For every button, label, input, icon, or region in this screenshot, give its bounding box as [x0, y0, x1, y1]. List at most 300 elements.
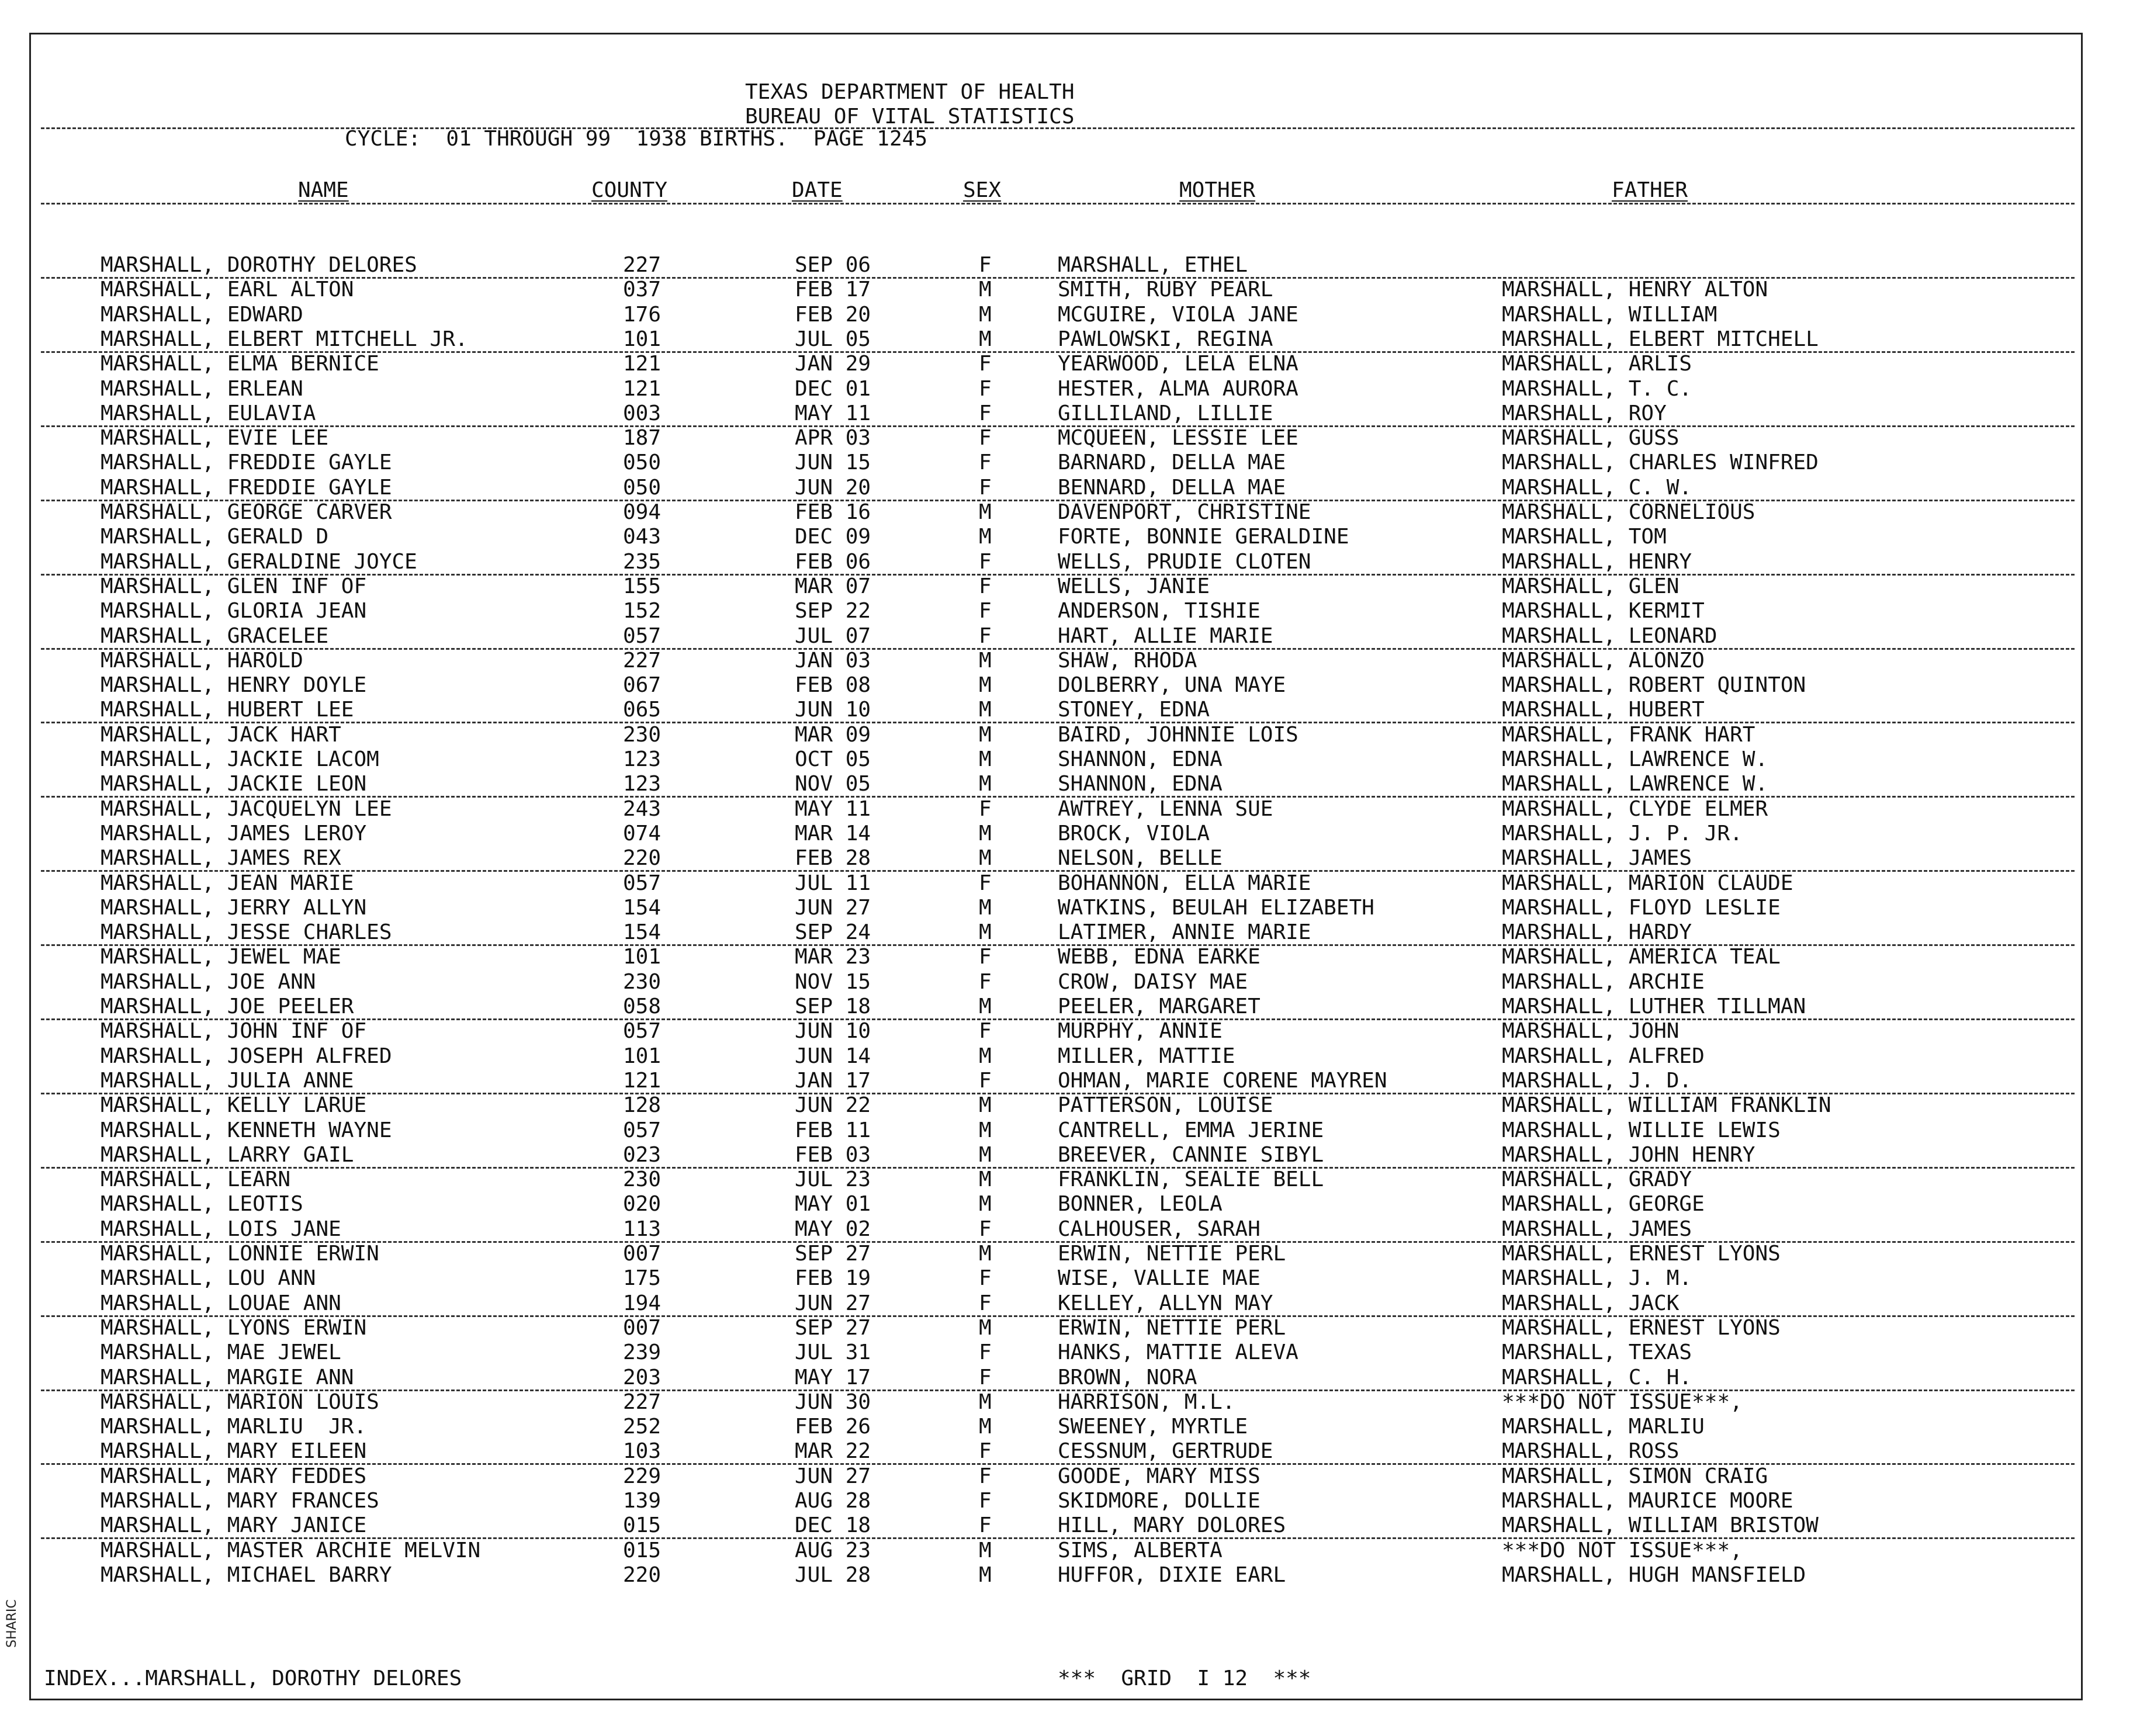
cell-father: MARSHALL, HUGH MANSFIELD [1502, 1562, 1806, 1587]
cell-father: MARSHALL, HENRY ALTON [1502, 278, 1768, 302]
cell-county: 123 [623, 747, 662, 771]
cell-mother: BAIRD, JOHNNIE LOIS [1058, 722, 1298, 747]
cell-name: MARSHALL, ELBERT MITCHELL JR. [101, 327, 468, 351]
table-row [0, 1315, 2140, 1342]
cell-mother: GILLILAND, LILLIE [1058, 401, 1273, 425]
cell-name: MARSHALL, GLORIA JEAN [101, 599, 367, 623]
cell-mother: OHMAN, MARIE CORENE MAYREN [1058, 1068, 1387, 1093]
cell-sex: F [979, 969, 992, 994]
cell-date: JUN 10 [795, 698, 871, 722]
cell-name: MARSHALL, JACQUELYN LEE [101, 796, 392, 821]
cell-county: 065 [623, 698, 662, 722]
cell-county: 230 [623, 722, 662, 747]
cell-mother: CANTRELL, EMMA JERINE [1058, 1118, 1324, 1142]
table-row [0, 1095, 2140, 1120]
cell-father: MARSHALL, KERMIT [1502, 599, 1705, 623]
cell-name: MARSHALL, EVIE LEE [101, 426, 329, 451]
cell-county: 121 [623, 1068, 662, 1093]
cell-father: MARSHALL, J. P. JR. [1502, 821, 1743, 846]
table-row [0, 1021, 2140, 1045]
cell-sex: F [979, 574, 992, 598]
cell-county: 057 [623, 871, 662, 895]
cell-name: MARSHALL, LONNIE ERWIN [101, 1242, 379, 1266]
cell-sex: M [979, 821, 992, 846]
cell-name: MARSHALL, LARRY GAIL [101, 1142, 354, 1167]
cell-county: 003 [623, 401, 662, 425]
footer-index: INDEX...MARSHALL, DOROTHY DELORES [44, 1666, 462, 1690]
cell-sex: M [979, 1415, 992, 1439]
cell-county: 230 [623, 1167, 662, 1192]
cell-date: JUN 27 [795, 895, 871, 920]
cell-father: MARSHALL, ALONZO [1502, 648, 1705, 673]
cell-father: MARSHALL, LEONARD [1502, 623, 1717, 648]
cell-sex: F [979, 426, 992, 451]
column-header-name: NAME [298, 178, 349, 202]
cell-county: 227 [623, 1390, 662, 1414]
cell-name: MARSHALL, MASTER ARCHIE MELVIN [101, 1538, 481, 1562]
cell-sex: F [979, 1365, 992, 1390]
cell-name: MARSHALL, GLEN INF OF [101, 574, 367, 598]
cell-name: MARSHALL, JACKIE LACOM [101, 747, 379, 771]
cell-name: MARSHALL, GERALD D [101, 525, 329, 549]
cell-sex: M [979, 673, 992, 698]
cell-sex: M [979, 1118, 992, 1142]
table-row [0, 947, 2140, 971]
cell-mother: WATKINS, BEULAH ELIZABETH [1058, 895, 1374, 920]
cell-county: 067 [623, 673, 662, 698]
cell-mother: DOLBERRY, UNA MAYE [1058, 673, 1286, 698]
cell-father: MARSHALL, C. W. [1502, 475, 1692, 500]
cell-name: MARSHALL, GERALDINE JOYCE [101, 549, 417, 574]
cell-sex: M [979, 747, 992, 771]
cell-date: DEC 09 [795, 525, 871, 549]
table-row [0, 502, 2140, 526]
cell-mother: SWEENEY, MYRTLE [1058, 1415, 1248, 1439]
cell-date: MAR 07 [795, 574, 871, 598]
cell-sex: F [979, 1464, 992, 1488]
cell-mother: BOHANNON, ELLA MARIE [1058, 871, 1311, 895]
cell-name: MARSHALL, LYONS ERWIN [101, 1315, 367, 1340]
cell-sex: M [979, 302, 992, 327]
cell-sex: M [979, 278, 992, 302]
table-row [0, 895, 2140, 922]
table-row [0, 1243, 2140, 1268]
cell-county: 121 [623, 352, 662, 376]
table-row [0, 1046, 2140, 1070]
cell-father: MARSHALL, FRANK HART [1502, 722, 1755, 747]
table-row [0, 1441, 2140, 1465]
cell-name: MARSHALL, ERLEAN [101, 376, 303, 401]
cell-name: MARSHALL, JAMES LEROY [101, 821, 367, 846]
cell-sex: F [979, 1019, 992, 1044]
cell-sex: M [979, 1538, 992, 1562]
cell-mother: PATTERSON, LOUISE [1058, 1093, 1273, 1118]
cell-mother: WELLS, PRUDIE CLOTEN [1058, 549, 1311, 574]
cell-father: MARSHALL, J. M. [1502, 1266, 1692, 1291]
cell-county: 101 [623, 327, 662, 351]
cell-father: MARSHALL, ROSS [1502, 1439, 1680, 1464]
cell-sex: M [979, 895, 992, 920]
cell-mother: HESTER, ALMA AURORA [1058, 376, 1298, 401]
cell-mother: NELSON, BELLE [1058, 846, 1223, 871]
cell-county: 220 [623, 1562, 662, 1587]
cell-date: FEB 16 [795, 500, 871, 524]
cell-mother: GOODE, MARY MISS [1058, 1464, 1261, 1488]
cell-mother: MILLER, MATTIE [1058, 1044, 1235, 1068]
table-row [0, 675, 2140, 699]
cell-mother: BENNARD, DELLA MAE [1058, 475, 1286, 500]
cell-county: 175 [623, 1266, 662, 1291]
cell-county: 015 [623, 1513, 662, 1538]
cell-county: 057 [623, 1019, 662, 1044]
cell-father: MARSHALL, WILLIE LEWIS [1502, 1118, 1781, 1142]
table-row [0, 623, 2140, 650]
cell-mother: PAWLOWSKI, REGINA [1058, 327, 1273, 351]
table-row [0, 376, 2140, 403]
cell-mother: CALHOUSER, SARAH [1058, 1217, 1261, 1241]
cell-name: MARSHALL, JEWEL MAE [101, 945, 341, 969]
table-row [0, 1293, 2140, 1318]
cell-county: 113 [623, 1217, 662, 1241]
cell-date: MAY 17 [795, 1365, 871, 1390]
cell-name: MARSHALL, JOE ANN [101, 969, 316, 994]
cell-mother: DAVENPORT, CHRISTINE [1058, 500, 1311, 524]
cell-county: 121 [623, 376, 662, 401]
cell-sex: F [979, 1489, 992, 1513]
cell-father: MARSHALL, ROY [1502, 401, 1667, 425]
cell-mother: HILL, MARY DOLORES [1058, 1513, 1286, 1538]
cell-father: MARSHALL, HARDY [1502, 920, 1692, 945]
cell-father: MARSHALL, ALFRED [1502, 1044, 1705, 1068]
cell-date: SEP 27 [795, 1315, 871, 1340]
cell-county: 155 [623, 574, 662, 598]
cell-sex: F [979, 451, 992, 475]
cell-county: 057 [623, 623, 662, 648]
cell-father: MARSHALL, HUBERT [1502, 698, 1705, 722]
cell-mother: AWTREY, LENNA SUE [1058, 796, 1273, 821]
cell-sex: F [979, 401, 992, 425]
table-row [0, 650, 2140, 675]
cell-name: MARSHALL, MARY JANICE [101, 1513, 367, 1538]
table-row [0, 601, 2140, 625]
cell-date: SEP 24 [795, 920, 871, 945]
cell-county: 020 [623, 1192, 662, 1217]
cell-date: JUN 22 [795, 1093, 871, 1118]
cell-sex: M [979, 1167, 992, 1192]
cell-father: MARSHALL, C. H. [1502, 1365, 1692, 1390]
cell-name: MARSHALL, MARGIE ANN [101, 1365, 354, 1390]
cell-county: 037 [623, 278, 662, 302]
cell-father: MARSHALL, ROBERT QUINTON [1502, 673, 1806, 698]
cell-father: MARSHALL, JOHN HENRY [1502, 1142, 1755, 1167]
cell-name: MARSHALL, JULIA ANNE [101, 1068, 354, 1093]
cell-date: FEB 26 [795, 1415, 871, 1439]
cell-county: 176 [623, 302, 662, 327]
table-row [0, 699, 2140, 724]
cell-date: AUG 28 [795, 1489, 871, 1513]
table-row [0, 873, 2140, 898]
cell-name: MARSHALL, FREDDIE GAYLE [101, 451, 392, 475]
cell-name: MARSHALL, LOIS JANE [101, 1217, 341, 1241]
cell-date: JAN 29 [795, 352, 871, 376]
table-row [0, 722, 2140, 749]
cell-mother: BONNER, LEOLA [1058, 1192, 1223, 1217]
cell-sex: F [979, 623, 992, 648]
table-row [0, 304, 2140, 329]
cell-father: ***DO NOT ISSUE***, [1502, 1538, 1743, 1562]
cell-date: JUL 31 [795, 1340, 871, 1365]
cell-name: MARSHALL, GRACELEE [101, 623, 329, 648]
cell-father: MARSHALL, MARLIU [1502, 1415, 1705, 1439]
cell-sex: F [979, 1217, 992, 1241]
table-row [0, 969, 2140, 996]
cell-date: FEB 11 [795, 1118, 871, 1142]
cell-father: MARSHALL, ARLIS [1502, 352, 1692, 376]
table-row [0, 549, 2140, 576]
cell-date: OCT 05 [795, 747, 871, 771]
cell-county: 043 [623, 525, 662, 549]
cell-name: MARSHALL, LEARN [101, 1167, 291, 1192]
cell-date: JUN 27 [795, 1291, 871, 1315]
cell-county: 128 [623, 1093, 662, 1118]
cell-date: NOV 15 [795, 969, 871, 994]
cell-father: MARSHALL, J. D. [1502, 1068, 1692, 1093]
cell-mother: BROCK, VIOLA [1058, 821, 1210, 846]
report-cycle: CYCLE: 01 THROUGH 99 1938 BIRTHS. PAGE 1245 [345, 127, 927, 151]
cell-name: MARSHALL, HUBERT LEE [101, 698, 354, 722]
cell-county: 187 [623, 426, 662, 451]
cell-father: MARSHALL, CLYDE ELMER [1502, 796, 1768, 821]
cell-father: MARSHALL, GLEN [1502, 574, 1680, 598]
cell-name: MARSHALL, MARY FRANCES [101, 1489, 379, 1513]
cell-sex: M [979, 920, 992, 945]
cell-date: FEB 08 [795, 673, 871, 698]
cell-mother: SIMS, ALBERTA [1058, 1538, 1223, 1562]
cell-mother: MARSHALL, ETHEL [1058, 253, 1248, 277]
cell-mother: SHANNON, EDNA [1058, 772, 1223, 796]
cell-mother: FORTE, BONNIE GERALDINE [1058, 525, 1349, 549]
table-row [0, 576, 2140, 601]
cell-sex: M [979, 327, 992, 351]
cell-date: JUL 23 [795, 1167, 871, 1192]
cell-father: MARSHALL, GRADY [1502, 1167, 1692, 1192]
cell-sex: M [979, 500, 992, 524]
cell-date: JUL 11 [795, 871, 871, 895]
cell-sex: F [979, 871, 992, 895]
table-row [0, 1416, 2140, 1441]
cell-county: 101 [623, 945, 662, 969]
cell-date: DEC 18 [795, 1513, 871, 1538]
table-row [0, 403, 2140, 428]
cell-father: MARSHALL, JOHN [1502, 1019, 1680, 1044]
cell-mother: HART, ALLIE MARIE [1058, 623, 1273, 648]
cell-sex: F [979, 1266, 992, 1291]
cell-father: MARSHALL, JAMES [1502, 846, 1692, 871]
cell-name: MARSHALL, HENRY DOYLE [101, 673, 367, 698]
cell-father: MARSHALL, CORNELIOUS [1502, 500, 1755, 524]
cell-county: 050 [623, 451, 662, 475]
cell-mother: CROW, DAISY MAE [1058, 969, 1248, 994]
cell-father: MARSHALL, JACK [1502, 1291, 1680, 1315]
cell-sex: F [979, 1291, 992, 1315]
table-row [0, 848, 2140, 872]
cell-sex: F [979, 475, 992, 500]
cell-sex: M [979, 1390, 992, 1414]
cell-county: 243 [623, 796, 662, 821]
cell-date: JUL 05 [795, 327, 871, 351]
cell-mother: HANKS, MATTIE ALEVA [1058, 1340, 1298, 1365]
cell-date: JUN 14 [795, 1044, 871, 1068]
cell-mother: HARRISON, M.L. [1058, 1390, 1235, 1414]
table-row [0, 329, 2140, 354]
cell-date: AUG 23 [795, 1538, 871, 1562]
cell-name: MARSHALL, JOE PEELER [101, 995, 354, 1018]
cell-county: 023 [623, 1142, 662, 1167]
cell-mother: MCQUEEN, LESSIE LEE [1058, 426, 1298, 451]
table-row [0, 749, 2140, 774]
cell-sex: F [979, 599, 992, 623]
cell-date: FEB 03 [795, 1142, 871, 1167]
cell-sex: M [979, 525, 992, 549]
cell-father: MARSHALL, CHARLES WINFRED [1502, 451, 1819, 475]
cell-date: JUN 10 [795, 1019, 871, 1044]
table-row [0, 452, 2140, 477]
cell-sex: M [979, 772, 992, 796]
table-row [0, 922, 2140, 947]
cell-father: MARSHALL, WILLIAM BRISTOW [1502, 1513, 1819, 1538]
column-header-county: COUNTY [591, 178, 668, 202]
cell-sex: M [979, 995, 992, 1018]
cell-father: MARSHALL, TOM [1502, 525, 1667, 549]
cell-name: MARSHALL, KENNETH WAYNE [101, 1118, 392, 1142]
cell-sex: F [979, 1513, 992, 1538]
cell-sex: F [979, 945, 992, 969]
report-title: TEXAS DEPARTMENT OF HEALTH [745, 80, 1075, 104]
cell-sex: F [979, 1068, 992, 1093]
cell-name: MARSHALL, JESSE CHARLES [101, 920, 392, 945]
table-row [0, 1342, 2140, 1367]
column-header-mother: MOTHER [1179, 178, 1256, 202]
cell-date: JAN 03 [795, 648, 871, 673]
cell-father: MARSHALL, T. C. [1502, 376, 1692, 401]
cell-mother: SKIDMORE, DOLLIE [1058, 1489, 1261, 1513]
cell-county: 007 [623, 1315, 662, 1340]
cell-date: SEP 06 [795, 253, 871, 277]
cell-county: 103 [623, 1439, 662, 1464]
cell-name: MARSHALL, GEORGE CARVER [101, 500, 392, 524]
cell-name: MARSHALL, EULAVIA [101, 401, 316, 425]
cell-mother: ANDERSON, TISHIE [1058, 599, 1261, 623]
cell-county: 194 [623, 1291, 662, 1315]
table-row [0, 1120, 2140, 1145]
cell-mother: STONEY, EDNA [1058, 698, 1210, 722]
cell-date: FEB 06 [795, 549, 871, 574]
cell-county: 227 [623, 253, 662, 277]
table-row [0, 1367, 2140, 1392]
table-row [0, 1142, 2140, 1169]
column-header-sex: SEX [963, 178, 1002, 202]
table-row [0, 1491, 2140, 1515]
cell-date: DEC 01 [795, 376, 871, 401]
table-row [0, 477, 2140, 502]
cell-county: 227 [623, 648, 662, 673]
cell-sex: F [979, 549, 992, 574]
cell-father: MARSHALL, ELBERT MITCHELL [1502, 327, 1819, 351]
cell-county: 230 [623, 969, 662, 994]
cell-father: MARSHALL, LUTHER TILLMAN [1502, 995, 1806, 1018]
cell-date: MAR 23 [795, 945, 871, 969]
cell-mother: WEBB, EDNA EARKE [1058, 945, 1261, 969]
cell-sex: M [979, 1315, 992, 1340]
cell-name: MARSHALL, HAROLD [101, 648, 303, 673]
cell-father: MARSHALL, SIMON CRAIG [1502, 1464, 1768, 1488]
cell-sex: M [979, 1242, 992, 1266]
cell-mother: ERWIN, NETTIE PERL [1058, 1242, 1286, 1266]
cell-county: 058 [623, 995, 662, 1018]
cell-sex: M [979, 846, 992, 871]
cell-county: 007 [623, 1242, 662, 1266]
cell-sex: M [979, 1093, 992, 1118]
cell-name: MARSHALL, JAMES REX [101, 846, 341, 871]
cell-sex: F [979, 352, 992, 376]
cell-sex: F [979, 253, 992, 277]
cell-name: MARSHALL, EARL ALTON [101, 278, 354, 302]
cell-date: SEP 27 [795, 1242, 871, 1266]
cell-date: MAY 01 [795, 1192, 871, 1217]
cell-name: MARSHALL, JOHN INF OF [101, 1019, 367, 1044]
cell-father: MARSHALL, HENRY [1502, 549, 1692, 574]
cell-name: MARSHALL, KELLY LARUE [101, 1093, 367, 1118]
cell-date: JAN 17 [795, 1068, 871, 1093]
cell-name: MARSHALL, ELMA BERNICE [101, 352, 379, 376]
cell-county: 252 [623, 1415, 662, 1439]
cell-date: FEB 17 [795, 278, 871, 302]
cell-father: MARSHALL, GUSS [1502, 426, 1680, 451]
cell-name: MARSHALL, JOSEPH ALFRED [101, 1044, 392, 1068]
cell-county: 074 [623, 821, 662, 846]
cell-father: MARSHALL, MARION CLAUDE [1502, 871, 1793, 895]
cell-name: MARSHALL, LOUAE ANN [101, 1291, 341, 1315]
cell-sex: M [979, 722, 992, 747]
cell-father: MARSHALL, FLOYD LESLIE [1502, 895, 1781, 920]
cell-father: MARSHALL, GEORGE [1502, 1192, 1705, 1217]
cell-county: 203 [623, 1365, 662, 1390]
table-row [0, 1219, 2140, 1243]
cell-mother: FRANKLIN, SEALIE BELL [1058, 1167, 1324, 1192]
cell-county: 154 [623, 920, 662, 945]
table-row [0, 526, 2140, 551]
cell-name: MARSHALL, LEOTIS [101, 1192, 303, 1217]
cell-father: MARSHALL, LAWRENCE W. [1502, 747, 1768, 771]
cell-date: FEB 28 [795, 846, 871, 871]
cell-name: MARSHALL, MICHAEL BARRY [101, 1562, 392, 1587]
cell-county: 235 [623, 549, 662, 574]
cell-date: FEB 20 [795, 302, 871, 327]
cell-county: 152 [623, 599, 662, 623]
cell-mother: WELLS, JANIE [1058, 574, 1210, 598]
cell-father: MARSHALL, JAMES [1502, 1217, 1692, 1241]
table-row [0, 774, 2140, 798]
column-header-date: DATE [792, 178, 843, 202]
cell-sex: F [979, 1439, 992, 1464]
cell-mother: KELLEY, ALLYN MAY [1058, 1291, 1273, 1315]
table-row [0, 255, 2140, 279]
table-row [0, 796, 2140, 823]
cell-mother: YEARWOOD, LELA ELNA [1058, 352, 1298, 376]
cell-date: MAR 09 [795, 722, 871, 747]
cell-sex: F [979, 796, 992, 821]
table-row [0, 1169, 2140, 1194]
